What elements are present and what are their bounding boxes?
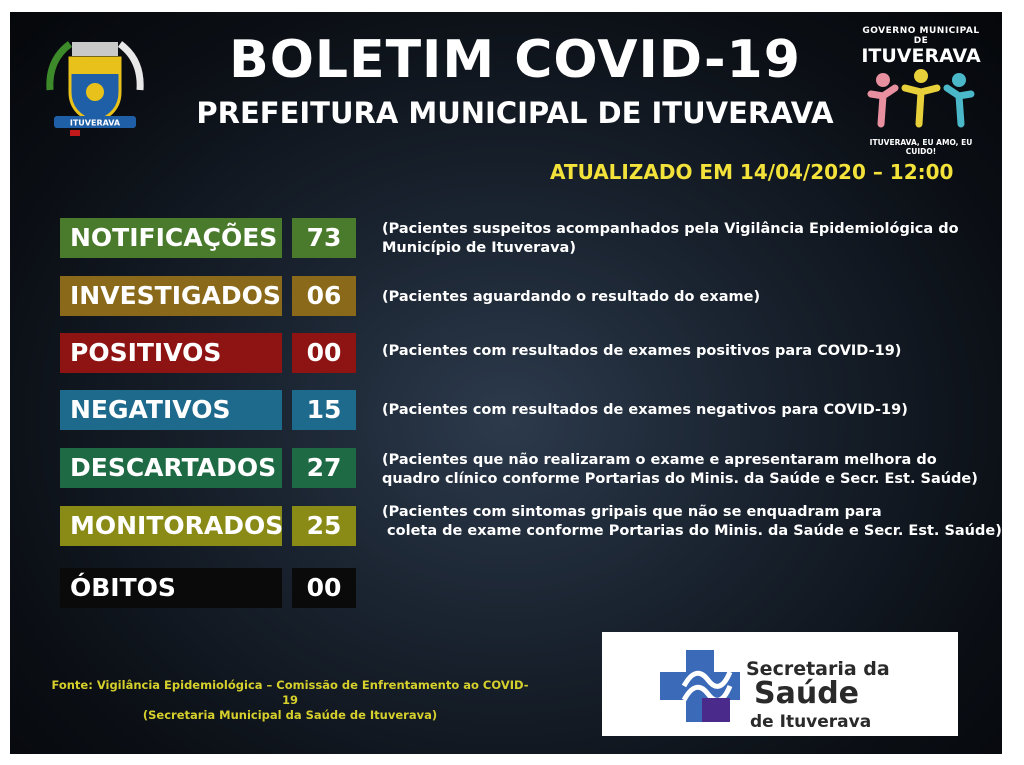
gov-logo-line2: ITUVERAVA (861, 45, 981, 67)
value-obitos: 00 (292, 568, 356, 608)
health-cross-icon (654, 646, 754, 726)
gov-logo-line1: GOVERNO MUNICIPAL DE (862, 26, 980, 46)
label-monitorados: MONITORADOS (60, 506, 282, 546)
desc-negativos: (Pacientes com resultados de exames negativos para COVID-19) (382, 402, 908, 418)
label-negativos: NEGATIVOS (60, 390, 282, 430)
label-positivos: POSITIVOS (60, 333, 282, 373)
secretaria-logo (602, 632, 958, 736)
gov-logo-tagline: ITUVERAVA, EU AMO, EU CUIDO! (869, 138, 973, 156)
secretaria-line1: Secretaria da (746, 658, 890, 680)
source-line2: (Secretaria Municipal da Saúde de Ituverava) (142, 708, 438, 722)
desc-positivos: (Pacientes com resultados de exames positivos para COVID-19) (382, 343, 902, 359)
secretaria-line2: Saúde (754, 676, 860, 711)
value-positivos: 00 (292, 333, 356, 373)
secretaria-line3: de Ituverava (750, 712, 872, 732)
value-monitorados: 25 (292, 506, 356, 546)
page-subtitle: PREFEITURA MUNICIPAL DE ITUVERAVA (196, 96, 834, 130)
gov-logo (858, 26, 984, 156)
desc-monitorados: (Pacientes com sintomas gripais que não se enquadram para coleta de exame conforme Portarias do Minis. da Saúde e Secr. Est. Saúde) (382, 504, 1002, 539)
people-icon (861, 66, 981, 134)
desc-descartados: (Pacientes que não realizaram o exame e apresentaram melhora do quadro clínico conforme Portarias do Minis. da Saúde e Secr. Est. Saúde) (382, 452, 978, 487)
updated-timestamp: ATUALIZADO EM 14/04/2020 – 12:00 (550, 160, 954, 184)
seal-ribbon-text: ITUVERAVA (69, 118, 121, 128)
value-investigados: 06 (292, 276, 356, 316)
label-obitos: ÓBITOS (60, 568, 282, 608)
label-notificacoes: NOTIFICAÇÕES (60, 218, 282, 258)
value-descartados: 27 (292, 448, 356, 488)
value-negativos: 15 (292, 390, 356, 430)
bulletin-board (10, 12, 1002, 754)
label-investigados: INVESTIGADOS (60, 276, 282, 316)
label-descartados: DESCARTADOS (60, 448, 282, 488)
source-note (50, 678, 530, 723)
desc-investigados: (Pacientes aguardando o resultado do exame) (382, 289, 761, 305)
desc-notificacoes: (Pacientes suspeitos acompanhados pela Vigilância Epidemiológica do Município de Ituverava) (382, 221, 959, 256)
value-notificacoes: 73 (292, 218, 356, 258)
source-line1: Fonte: Vigilância Epidemiológica – Comissão de Enfrentamento ao COVID-19 (51, 678, 529, 707)
page-title: BOLETIM COVID-19 (229, 30, 801, 90)
